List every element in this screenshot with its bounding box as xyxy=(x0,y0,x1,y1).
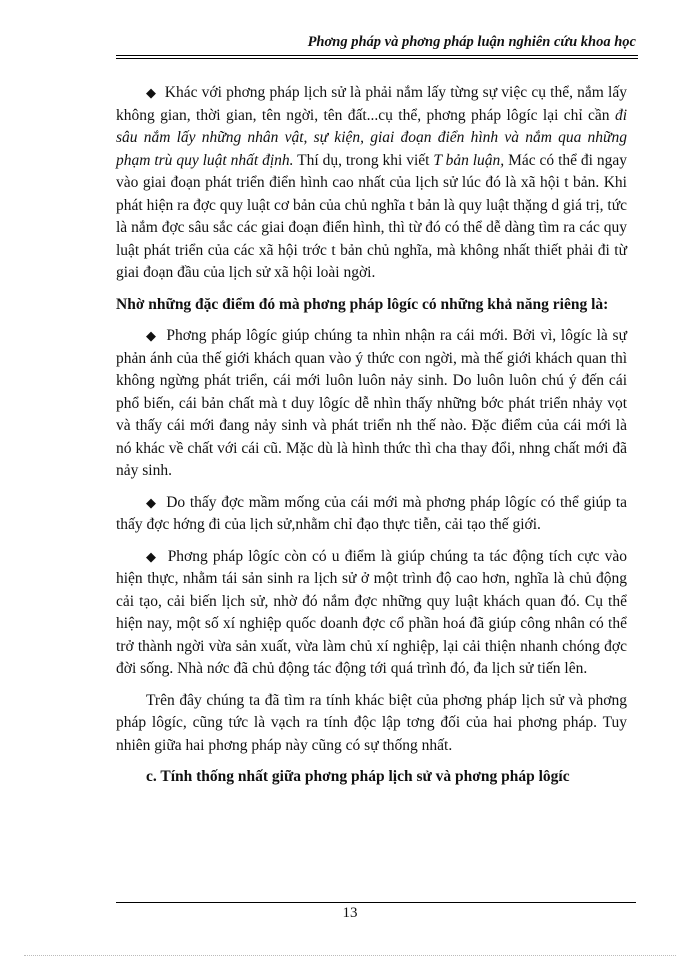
header-rule xyxy=(116,55,638,59)
footer-rule xyxy=(116,902,636,903)
p1-text-a: Khác với phơng pháp lịch sử là phải nắm lấy từng sự việc cụ thể, nắm lấy không gian, thời gian, tên ngời, tên đất...cụ thể, phơng pháp lôgíc lại chỉ cần xyxy=(116,84,627,124)
diamond-bullet-icon: ◆ xyxy=(146,328,157,343)
section-heading-c: c. Tính thống nhất giữa phơng pháp lịch sử và phơng pháp lôgíc xyxy=(146,768,570,785)
paragraph-bullet-3 xyxy=(116,492,627,537)
body-text xyxy=(116,82,627,789)
paragraph-bullet-4 xyxy=(116,546,627,681)
p5-text: Phơng pháp lôgíc còn có u điểm là giúp chúng ta tác động tích cực vào hiện thực, nhằm tái sản sinh ra lịch sử ở một trình độ cao hơn, nghĩa là chủ động cải tạo, cải biến lịch sử, nhờ đó nắm đợc những quy luật khách quan đó. Cụ thể hiện nay, một số xí nghiệp quốc doanh đợc cổ phần hoá đã giúp công nhân có thể trở thành ngời vừa sản xuất, vừa làm chủ xí nghiệp, lại cải thiện nhanh chóng đợc đời sống. Nhà nớc đã chủ động tác động tới quá trình đó, đa lịch sử tiến lên. xyxy=(116,547,628,677)
p3-text: Phơng pháp lôgíc giúp chúng ta nhìn nhận ra cái mới. Bởi vì, lôgíc là sự phản ánh của thế giới khách quan vào ý thức con ngời, mà thế giới khách quan thì không ngừng phát triển, cái mới luôn luôn nảy sinh. Do luôn luôn chú ý đến cái phổ biến, cái bản chất mà t duy lôgíc dễ nhìn thấy những bớc phát triển nhảy vọt và thấy cái mới đang nảy sinh và phát triển nh thế nào. Đặc điểm của cái mới là nó khác về chất với cái cũ. Mặc dù là hình thức thì cha thay đổi, nhng chất mới đã nảy sinh. xyxy=(116,327,627,479)
p1-text-c: Mác có thể đi ngay vào giai đoạn phát triển điển hình cao nhất của lịch sử lúc đó là xã hội t bản. Khi phát hiện ra đợc quy luật cơ bản của chủ nghĩa t bản là quy luật thặng d giá trị, tức là nắm đợc sâu sắc các giai đoạn điển hình, thì từ đó có thể dễ dàng tìm ra các quy luật phát triển của các xã hội trớc t bản chủ nghĩa, mà không nhất thiết phải đi từ giai đoạn đầu của lịch sử xã hội loài ngời. xyxy=(116,151,627,281)
page-number: 13 xyxy=(342,905,358,921)
p1-text-b: Thí dụ, trong khi viết xyxy=(293,151,434,169)
p1-text-italic-2: T bản luận, xyxy=(433,151,505,169)
p4-text: Do thấy đợc mầm mống của cái mới mà phơng pháp lôgíc có thể giúp ta thấy đợc hớng đi của lịch sử,nhằm chỉ đạo thực tiễn, cải tạo thế giới. xyxy=(116,493,628,533)
paragraph-bullet-2 xyxy=(116,325,627,483)
paragraph-bullet-1 xyxy=(116,82,627,285)
diamond-bullet-icon: ◆ xyxy=(146,548,158,564)
p1-text-italic: đi sâu nắm lấy những nhân vật, sự kiện, giai đoạn điển hình và nắm qua những phạm trù quy luật nhất định. xyxy=(116,106,627,169)
running-header: Phơng pháp và phơng pháp luận nghiên cứu khoa học xyxy=(307,34,636,50)
paragraph-lead-bold: Nhờ những đặc điểm đó mà phơng pháp lôgíc có những khả năng riêng là: xyxy=(116,295,609,313)
diamond-bullet-icon: ◆ xyxy=(146,494,157,510)
diamond-bullet-icon: ◆ xyxy=(146,85,157,100)
paragraph-summary: Trên đây chúng ta đã tìm ra tính khác biệt của phơng pháp lịch sử và phơng pháp lôgíc, cũng tức là vạch ra tính độc lập tơng đối của hai phơng pháp. Tuy nhiên giữa hai phơng pháp này cũng có sự thống nhất. xyxy=(116,691,627,754)
page-bottom-dotted-line xyxy=(24,955,676,956)
